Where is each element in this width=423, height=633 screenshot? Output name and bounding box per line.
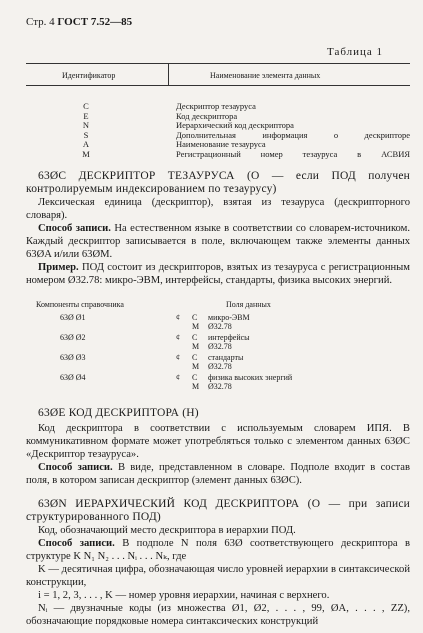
example-component: 63Ø Ø2: [60, 333, 86, 342]
section-heading-63n: 63ØN ИЕРАРХИЧЕСКИЙ КОД ДЕСКРИПТОРА (О — при записи структурированного ПОД): [26, 498, 410, 523]
table-row-name: Код дескриптора: [176, 110, 238, 121]
table-row-id: N: [82, 120, 90, 131]
subfield-value: Ø32.78: [208, 362, 232, 372]
subfield-mark: ¢: [176, 313, 180, 322]
subfield-code: M: [192, 342, 200, 352]
method-paragraph-63e: [26, 461, 410, 487]
table-row-id: A: [82, 139, 90, 150]
table-col-divider: [168, 63, 169, 85]
method-label: Способ записи.: [38, 462, 113, 473]
table-row-name: Дополнительная информация о дескрипторе: [176, 129, 410, 140]
page-label: Стр. 4: [26, 16, 55, 28]
example-component: 63Ø Ø1: [60, 313, 86, 322]
subfield-value: Ø32.78: [208, 342, 232, 352]
method-text: В виде, представленном в словаре. Подполе входит в состав поля, в котором записан дескриптор (элемент данных 63ØC).: [26, 462, 410, 486]
k-definition: K — десятичная цифра, обозначающая число уровней иерархии в синтаксической конструкции,: [26, 564, 410, 588]
n-definition: Nᵢ — двузначные коды (из множества Ø1, Ø2, . . . , 99, ØA, . . . , ZZ), обозначающие порядковые номера синтаксических конструкций: [26, 603, 410, 627]
method-paragraph-63c: [26, 222, 410, 261]
subfield-code: C: [192, 333, 198, 342]
method-text: В подполе N поля 63Ø соответствующего дескриптора в структуре K N₁ N₂ . . . Nᵢ . . . Nₖ, где: [26, 538, 410, 562]
col-header-name: Наименование элемента данных: [210, 71, 321, 80]
table-row-id: C: [83, 101, 89, 111]
method-text: На естественном языке в соответствии со словарем-источником. Каждый дескриптор записывается в поле, включающем также элементы данных 63ØA и/или 63ØM.: [26, 223, 410, 260]
subfield-mark: ¢: [176, 353, 180, 362]
i-definition: i = 1, 2, 3, . . . , K — номер уровня иерархии, начиная с верхнего.: [38, 590, 330, 601]
section-definition-63c: Лексическая единица (дескриптор), взятая из тезауруса (дескрипторного словаря).: [26, 197, 410, 221]
example-component: 63Ø Ø4: [60, 373, 86, 382]
subfield-code: C: [192, 373, 198, 382]
col-header-id: Идентификатор: [62, 71, 116, 80]
subfield-code: M: [192, 382, 200, 392]
subfield-code: M: [192, 362, 200, 372]
subfield-mark: ¢: [176, 333, 180, 342]
subfield-code: M: [192, 322, 200, 332]
subfield-value: Ø32.78: [208, 382, 232, 392]
example-label: Пример.: [38, 262, 79, 273]
table-title: Таблица 1: [327, 46, 384, 58]
section-heading-63e: 63ØE КОД ДЕСКРИПТОРА (Н): [38, 407, 199, 419]
example-paragraph-63c: [26, 261, 410, 287]
table-row-id: S: [83, 129, 89, 140]
example-component: 63Ø Ø3: [60, 353, 86, 362]
table-row-id: E: [83, 110, 89, 121]
subfield-value: физика высоких энергий: [208, 373, 293, 382]
section-heading-63c: 63ØC ДЕСКРИПТОР ТЕЗАУРУСА (О — если ПОД получен контролируемым индексированием по тезаурусу): [26, 170, 410, 195]
method-label: Способ записи.: [38, 538, 115, 549]
section-body-63e: Код дескриптора в соответствии с используемым словарем ИПЯ. В коммуникативном формате может употребляться только с элементом данных 63ØC «Дескриптор тезауруса».: [26, 423, 410, 460]
subfield-mark: ¢: [176, 373, 180, 382]
subfield-value: микро-ЭВМ: [208, 313, 250, 322]
table-row-name: Иерархический код дескриптора: [176, 120, 294, 131]
page-header: [26, 16, 132, 28]
method-label: Способ записи.: [38, 223, 111, 234]
table-row-name: Дескриптор тезауруса: [176, 101, 256, 111]
table-row-name: Регистрационный номер тезауруса в АСВИЯ: [176, 149, 410, 159]
subfield-code: C: [192, 353, 198, 362]
table-top-rule: [26, 63, 410, 64]
method-paragraph-63n: [26, 537, 410, 563]
subfield-code: C: [192, 313, 198, 322]
table-row-name: Наименование тезауруса: [176, 139, 266, 150]
example-text: ПОД состоит из дескрипторов, взятых из тезауруса с регистрационным номером Ø32.78: микро-ЭВМ, интерфейсы, стандарты, физика высоких энергий.: [26, 262, 410, 286]
example-col-fields: Поля данных: [226, 300, 271, 309]
subfield-value: Ø32.78: [208, 322, 232, 332]
table-header-rule: [26, 85, 410, 86]
section-body-63n: Код, обозначающий место дескриптора в иерархии ПОД.: [38, 525, 296, 536]
table-row-id: M: [82, 149, 90, 159]
standard-number: ГОСТ 7.52—85: [57, 16, 133, 28]
example-col-components: Компоненты справочника: [36, 300, 124, 309]
subfield-value: интерфейсы: [208, 333, 250, 342]
subfield-value: стандарты: [208, 353, 244, 362]
